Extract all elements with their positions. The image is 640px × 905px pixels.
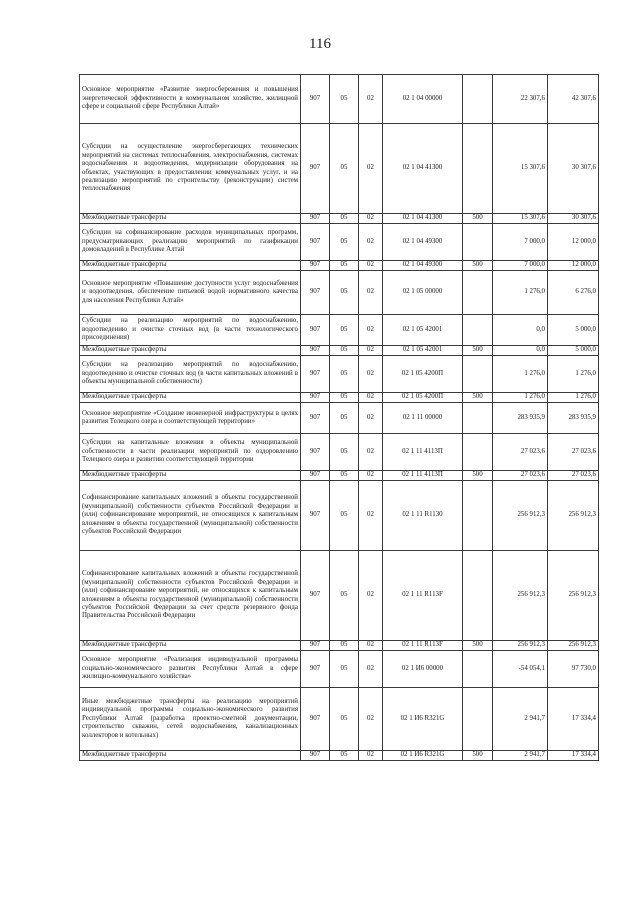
- amount-1-cell: 22 307,6: [493, 75, 548, 124]
- expense-type-cell: [463, 315, 493, 346]
- amount-1-cell: 256 912,3: [493, 641, 548, 651]
- subsection-code-cell: 02: [359, 271, 383, 315]
- grbs-code-cell: 907: [301, 651, 330, 688]
- target-article-cell: 02 1 05 4200П: [383, 356, 463, 393]
- amount-2-cell: 97 730,0: [548, 651, 599, 688]
- grbs-code-cell: 907: [301, 124, 330, 214]
- amount-2-cell: 1 276,0: [548, 393, 599, 403]
- target-article-cell: 02 1 04 00000: [383, 75, 463, 124]
- table-row: [80, 403, 599, 434]
- expense-type-cell: [463, 224, 493, 261]
- amount-2-cell: 30 307,6: [548, 214, 599, 224]
- table-row: [80, 471, 599, 481]
- section-code-cell: 05: [330, 481, 359, 551]
- target-article-cell: 02 1 04 49300: [383, 224, 463, 261]
- subsection-code-cell: 02: [359, 434, 383, 471]
- section-code-cell: 05: [330, 551, 359, 641]
- target-article-cell: 02 1 05 42001: [383, 346, 463, 356]
- subsection-code-cell: 02: [359, 214, 383, 224]
- table-row: [80, 75, 599, 124]
- grbs-code-cell: 907: [301, 346, 330, 356]
- row-name-cell: Межбюджетные трансферты: [80, 641, 301, 651]
- amount-2-cell: 17 334,4: [548, 688, 599, 751]
- subsection-code-cell: 02: [359, 641, 383, 651]
- budget-table-body: [80, 75, 599, 761]
- section-code-cell: 05: [330, 315, 359, 346]
- row-name-cell: Межбюджетные трансферты: [80, 751, 301, 761]
- amount-1-cell: 7 000,0: [493, 224, 548, 261]
- row-name-cell: Основное мероприятие «Создание инженерной инфраструктуры в целях развития Телецкого озера и соответствующей территории»: [80, 403, 301, 434]
- expense-type-cell: [463, 124, 493, 214]
- amount-2-cell: 30 307,6: [548, 124, 599, 214]
- amount-2-cell: 42 307,6: [548, 75, 599, 124]
- row-name-cell: Межбюджетные трансферты: [80, 346, 301, 356]
- table-row: [80, 551, 599, 641]
- section-code-cell: 05: [330, 688, 359, 751]
- amount-1-cell: 27 023,6: [493, 434, 548, 471]
- section-code-cell: 05: [330, 651, 359, 688]
- row-name-cell: Иные межбюджетные трансферты на реализацию мероприятий индивидуальной программы социально-экономического развития Республики Алтай (разработка проектно-сметной документации, строительство скважин, сетей водоснабжения, канализационных коллекторов и котельных): [80, 688, 301, 751]
- amount-1-cell: -54 054,1: [493, 651, 548, 688]
- amount-1-cell: 256 912,3: [493, 481, 548, 551]
- table-row: [80, 214, 599, 224]
- subsection-code-cell: 02: [359, 651, 383, 688]
- subsection-code-cell: 02: [359, 481, 383, 551]
- grbs-code-cell: 907: [301, 481, 330, 551]
- subsection-code-cell: 02: [359, 393, 383, 403]
- row-name-cell: Субсидии на капитальные вложения в объекты муниципальной собственности в части реализации мероприятий по оздоровлению Телецкого озера и развитию соответствующей территории: [80, 434, 301, 471]
- amount-2-cell: 1 276,0: [548, 356, 599, 393]
- table-row: [80, 271, 599, 315]
- amount-1-cell: 283 935,9: [493, 403, 548, 434]
- amount-2-cell: 27 023,6: [548, 434, 599, 471]
- target-article-cell: 02 1 11 R113F: [383, 641, 463, 651]
- amount-1-cell: 0,0: [493, 315, 548, 346]
- row-name-cell: Софинансирование капитальных вложений в объекты государственной (муниципальной) собственности субъектов Российской Федерации и (или) софинансирование мероприятий, не относящихся к капитальным вложениям в объекты государственной (муниципальной) собственности субъектов Российской Федерации за счет средств резервного фонда Правительства Российской Федерации: [80, 551, 301, 641]
- section-code-cell: 05: [330, 471, 359, 481]
- expense-type-cell: [463, 651, 493, 688]
- expense-type-cell: [463, 551, 493, 641]
- amount-2-cell: 5 000,0: [548, 346, 599, 356]
- section-code-cell: 05: [330, 403, 359, 434]
- row-name-cell: Межбюджетные трансферты: [80, 393, 301, 403]
- subsection-code-cell: 02: [359, 471, 383, 481]
- section-code-cell: 05: [330, 75, 359, 124]
- expense-type-cell: 500: [463, 261, 493, 271]
- row-name-cell: Межбюджетные трансферты: [80, 214, 301, 224]
- grbs-code-cell: 907: [301, 393, 330, 403]
- amount-1-cell: 15 307,6: [493, 124, 548, 214]
- section-code-cell: 05: [330, 271, 359, 315]
- target-article-cell: 02 1 04 49300: [383, 261, 463, 271]
- expense-type-cell: [463, 434, 493, 471]
- section-code-cell: 05: [330, 261, 359, 271]
- expense-type-cell: 500: [463, 751, 493, 761]
- amount-2-cell: 256 912,3: [548, 481, 599, 551]
- grbs-code-cell: 907: [301, 688, 330, 751]
- grbs-code-cell: 907: [301, 751, 330, 761]
- expense-type-cell: [463, 271, 493, 315]
- row-name-cell: Межбюджетные трансферты: [80, 261, 301, 271]
- table-row: [80, 124, 599, 214]
- target-article-cell: 02 1 04 41300: [383, 124, 463, 214]
- amount-1-cell: 256 912,3: [493, 551, 548, 641]
- subsection-code-cell: 02: [359, 261, 383, 271]
- amount-2-cell: 256 912,3: [548, 641, 599, 651]
- grbs-code-cell: 907: [301, 224, 330, 261]
- amount-1-cell: 1 276,0: [493, 393, 548, 403]
- subsection-code-cell: 02: [359, 403, 383, 434]
- expense-type-cell: 500: [463, 393, 493, 403]
- grbs-code-cell: 907: [301, 75, 330, 124]
- amount-1-cell: 2 941,7: [493, 751, 548, 761]
- subsection-code-cell: 02: [359, 75, 383, 124]
- grbs-code-cell: 907: [301, 214, 330, 224]
- target-article-cell: 02 1 05 00000: [383, 271, 463, 315]
- target-article-cell: 02 1 11 R113F: [383, 551, 463, 641]
- target-article-cell: 02 1 11 4113П: [383, 471, 463, 481]
- section-code-cell: 05: [330, 214, 359, 224]
- section-code-cell: 05: [330, 434, 359, 471]
- grbs-code-cell: 907: [301, 356, 330, 393]
- target-article-cell: 02 1 11 R1130: [383, 481, 463, 551]
- expense-type-cell: 500: [463, 471, 493, 481]
- target-article-cell: 02 1 И6 00000: [383, 651, 463, 688]
- target-article-cell: 02 1 И6 R321G: [383, 688, 463, 751]
- section-code-cell: 05: [330, 346, 359, 356]
- subsection-code-cell: 02: [359, 688, 383, 751]
- row-name-cell: Софинансирование капитальных вложений в объекты государственной (муниципальной) собственности субъектов Российской Федерации и (или) софинансирование мероприятий, не относящихся к капитальным вложениям в объекты государственной (муниципальной) собственности субъектов Российской Федерации: [80, 481, 301, 551]
- table-row: [80, 688, 599, 751]
- row-name-cell: Субсидии на осуществление энергосберегающих технических мероприятий на системах теплоснабжения, электроснабжения, системах водоснабжения и водоотведения, модернизации оборудования на объектах, участвующих в предоставлении коммунальных услуг, и на реализацию мероприятий по строительству (реконструкции) систем теплоснабжения: [80, 124, 301, 214]
- grbs-code-cell: 907: [301, 261, 330, 271]
- amount-2-cell: 12 000,0: [548, 261, 599, 271]
- grbs-code-cell: 907: [301, 271, 330, 315]
- subsection-code-cell: 02: [359, 315, 383, 346]
- row-name-cell: Основное мероприятие «Развитие энергосбережения и повышения энергетической эффективности в коммунальном хозяйстве, жилищной сфере и социальной сфере Республики Алтай»: [80, 75, 301, 124]
- table-row: [80, 641, 599, 651]
- target-article-cell: 02 1 11 4113П: [383, 434, 463, 471]
- amount-1-cell: 1 276,0: [493, 271, 548, 315]
- table-row: [80, 346, 599, 356]
- target-article-cell: 02 1 04 41300: [383, 214, 463, 224]
- subsection-code-cell: 02: [359, 346, 383, 356]
- amount-1-cell: 7 000,0: [493, 261, 548, 271]
- table-row: [80, 434, 599, 471]
- amount-1-cell: 0,0: [493, 346, 548, 356]
- subsection-code-cell: 02: [359, 124, 383, 214]
- expense-type-cell: 500: [463, 641, 493, 651]
- page-number: 116: [309, 36, 331, 52]
- subsection-code-cell: 02: [359, 551, 383, 641]
- amount-2-cell: 6 276,0: [548, 271, 599, 315]
- subsection-code-cell: 02: [359, 224, 383, 261]
- row-name-cell: Основное мероприятие «Реализация индивидуальной программы социально-экономического развития Республики Алтай в сфере жилищно-коммунального хозяйства»: [80, 651, 301, 688]
- subsection-code-cell: 02: [359, 356, 383, 393]
- budget-table: [79, 74, 599, 761]
- amount-2-cell: 283 935,9: [548, 403, 599, 434]
- section-code-cell: 05: [330, 124, 359, 214]
- amount-1-cell: 15 307,6: [493, 214, 548, 224]
- table-row: [80, 261, 599, 271]
- section-code-cell: 05: [330, 751, 359, 761]
- grbs-code-cell: 907: [301, 641, 330, 651]
- table-row: [80, 393, 599, 403]
- row-name-cell: Субсидии на софинансирование расходов муниципальных программ, предусматривающих реализацию мероприятий по газификации домовладений в Республике Алтай: [80, 224, 301, 261]
- row-name-cell: Основное мероприятие «Повышение доступности услуг водоснабжения и водоотведения, обеспечение питьевой водой нормативного качества для населения Республики Алтай»: [80, 271, 301, 315]
- section-code-cell: 05: [330, 393, 359, 403]
- amount-2-cell: 256 912,3: [548, 551, 599, 641]
- table-row: [80, 651, 599, 688]
- grbs-code-cell: 907: [301, 434, 330, 471]
- amount-2-cell: 5 000,0: [548, 315, 599, 346]
- amount-1-cell: 27 023,6: [493, 471, 548, 481]
- target-article-cell: 02 1 11 00000: [383, 403, 463, 434]
- row-name-cell: Межбюджетные трансферты: [80, 471, 301, 481]
- row-name-cell: Субсидии на реализацию мероприятий по водоснабжению, водоотведению и очистке сточных вод (в части капитальных вложений в объекты муниципальной собственности): [80, 356, 301, 393]
- grbs-code-cell: 907: [301, 471, 330, 481]
- expense-type-cell: [463, 403, 493, 434]
- table-row: [80, 356, 599, 393]
- target-article-cell: 02 1 05 4200П: [383, 393, 463, 403]
- table-row: [80, 751, 599, 761]
- section-code-cell: 05: [330, 641, 359, 651]
- amount-1-cell: 1 276,0: [493, 356, 548, 393]
- table-row: [80, 224, 599, 261]
- target-article-cell: 02 1 И6 R321G: [383, 751, 463, 761]
- amount-2-cell: 27 023,6: [548, 471, 599, 481]
- expense-type-cell: 500: [463, 346, 493, 356]
- amount-2-cell: 17 334,4: [548, 751, 599, 761]
- expense-type-cell: [463, 688, 493, 751]
- table-row: [80, 481, 599, 551]
- expense-type-cell: [463, 75, 493, 124]
- expense-type-cell: [463, 481, 493, 551]
- subsection-code-cell: 02: [359, 751, 383, 761]
- amount-2-cell: 12 000,0: [548, 224, 599, 261]
- target-article-cell: 02 1 05 42001: [383, 315, 463, 346]
- table-row: [80, 315, 599, 346]
- row-name-cell: Субсидии на реализацию мероприятий по водоснабжению, водоотведению и очистке сточных вод (в части технологического присоединения): [80, 315, 301, 346]
- section-code-cell: 05: [330, 224, 359, 261]
- expense-type-cell: [463, 356, 493, 393]
- amount-1-cell: 2 941,7: [493, 688, 548, 751]
- grbs-code-cell: 907: [301, 551, 330, 641]
- section-code-cell: 05: [330, 356, 359, 393]
- expense-type-cell: 500: [463, 214, 493, 224]
- grbs-code-cell: 907: [301, 403, 330, 434]
- grbs-code-cell: 907: [301, 315, 330, 346]
